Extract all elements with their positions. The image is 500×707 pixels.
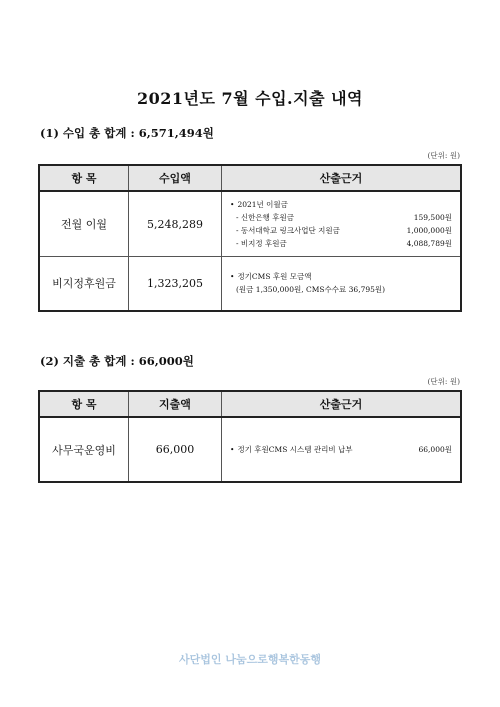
basis-line-value: 66,000원 bbox=[418, 445, 452, 454]
row-amount: 66,000 bbox=[129, 417, 222, 482]
expense-table bbox=[38, 390, 462, 483]
row-item: 사무국운영비 bbox=[39, 417, 129, 482]
row-item: 비지정후원금 bbox=[39, 257, 129, 311]
row-amount: 5,248,289 bbox=[129, 191, 222, 257]
income-unit: (단위: 원) bbox=[427, 151, 460, 160]
basis-line bbox=[230, 211, 452, 224]
basis-line-value: 1,000,000원 bbox=[406, 226, 452, 235]
basis-line-value: 159,500원 bbox=[413, 213, 452, 222]
basis-line-label: - 동서대학교 링크사업단 지원금 bbox=[236, 226, 340, 235]
basis-title: • 2021년 이월금 bbox=[230, 198, 452, 211]
header-item: 항 목 bbox=[39, 165, 129, 191]
basis-line-label: • 정기 후원CMS 시스템 관리비 납부 bbox=[230, 443, 352, 456]
basis-line bbox=[230, 237, 452, 250]
basis-line-label: - 신한은행 후원금 bbox=[236, 213, 295, 222]
income-header-row bbox=[39, 165, 461, 191]
table-row bbox=[39, 257, 461, 311]
expense-heading: (2) 지출 총 합계 : 66,000원 bbox=[40, 354, 194, 368]
header-amount: 수입액 bbox=[129, 165, 222, 191]
table-row bbox=[39, 191, 461, 257]
row-basis bbox=[222, 257, 462, 311]
header-basis: 산출근거 bbox=[222, 165, 462, 191]
basis-note: (원금 1,350,000원, CMS수수료 36,795원) bbox=[236, 285, 386, 295]
page-title: 2021년도 7월 수입.지출 내역 bbox=[136, 89, 364, 108]
row-amount: 1,323,205 bbox=[129, 257, 222, 311]
basis-title: • 정기CMS 후원 모금액 bbox=[230, 270, 452, 283]
income-heading: (1) 수입 총 합계 : 6,571,494원 bbox=[40, 126, 214, 140]
basis-line-label: - 비지정 후원금 bbox=[236, 239, 287, 248]
header-item: 항 목 bbox=[39, 391, 129, 417]
expense-header-row bbox=[39, 391, 461, 417]
row-item: 전월 이월 bbox=[39, 191, 129, 257]
header-amount: 지출액 bbox=[129, 391, 222, 417]
row-basis bbox=[222, 191, 462, 257]
organization-logo-text: 사단법인 나눔으로행복한동행 bbox=[179, 653, 321, 666]
row-basis bbox=[222, 417, 462, 482]
basis-line-value: 4,088,789원 bbox=[406, 239, 452, 248]
table-row bbox=[39, 417, 461, 482]
basis-line bbox=[230, 224, 452, 237]
header-basis: 산출근거 bbox=[222, 391, 462, 417]
income-table bbox=[38, 164, 462, 312]
basis-line bbox=[230, 443, 452, 456]
expense-unit: (단위: 원) bbox=[427, 377, 460, 386]
